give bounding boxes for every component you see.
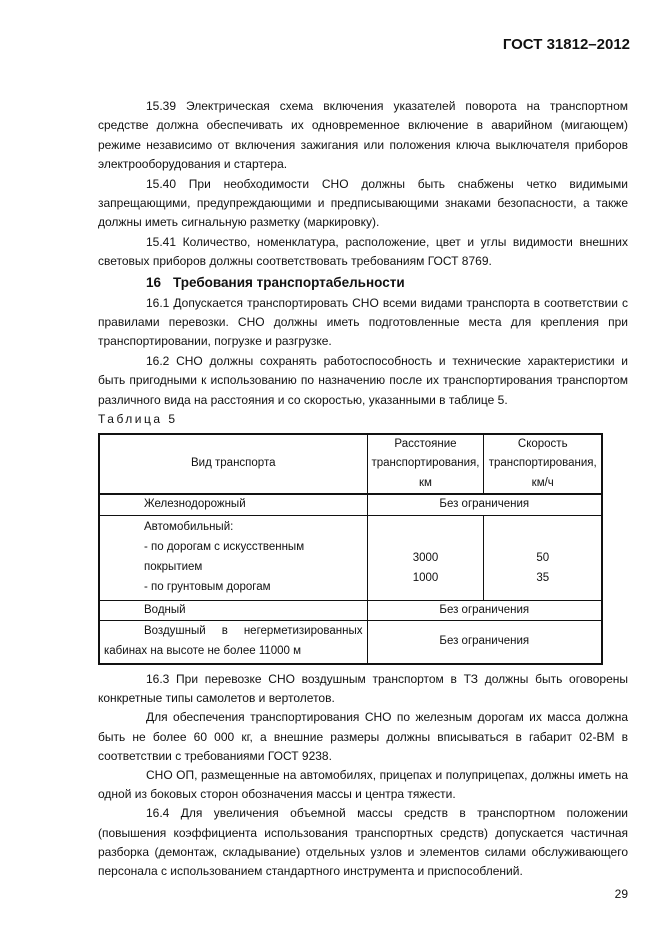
paragraph-16-1: 16.1 Допускается транспортировать СНО всеми видами транспорта в соответствии с правилами перевозки. СНО должны иметь подготовленные места для крепления при транспортировании, погрузке и разгрузке. bbox=[98, 295, 628, 349]
paragraph-16-2: 16.2 СНО должны сохранять работоспособность и технические характеристики и быть пригодными к использованию по назначению после их транспортирования транспортом различного вида на расстояния и со скоростью, указанными в таблице 5. bbox=[98, 353, 628, 407]
text-block-top bbox=[98, 97, 628, 430]
document-code: ГОСТ 31812–2012 bbox=[502, 36, 630, 53]
row-rail-value: Без ограничения bbox=[367, 494, 602, 515]
auto-label: Автомобильный: bbox=[144, 520, 234, 533]
table-row bbox=[99, 621, 602, 665]
dirt-speed: 35 bbox=[536, 571, 550, 584]
row-auto-type bbox=[99, 515, 367, 600]
paragraph-15-41: 15.41 Количество, номенклатура, расположение, цвет и углы видимости внешних световых приборов должны соответствовать требованиям ГОСТ 8769. bbox=[98, 234, 628, 269]
auto-sub-dirt: - по грунтовым дорогам bbox=[144, 580, 271, 593]
auto-sub-paved: - по дорогам с искусственным покрытием bbox=[144, 540, 305, 573]
row-air-value: Без ограничения bbox=[367, 621, 602, 665]
row-water-value: Без ограничения bbox=[367, 600, 602, 621]
page-content bbox=[98, 97, 628, 921]
section-heading bbox=[98, 273, 628, 293]
header-transport-type: Вид транспорта bbox=[99, 434, 367, 495]
paved-distance: 3000 bbox=[412, 551, 439, 564]
header-speed: Скорость транспортирования, км/ч bbox=[484, 434, 602, 495]
table-header-row bbox=[99, 434, 602, 495]
paragraph-15-40: 15.40 При необходимости СНО должны быть снабжены четко видимыми запрещающими, предупреждающими и предписывающими знаками безопасности, а также должны иметь сигнальную разметку (маркировку). bbox=[98, 176, 628, 230]
table-row bbox=[99, 515, 602, 600]
paved-speed: 50 bbox=[536, 551, 550, 564]
paragraph-rail-limits: Для обеспечения транспортирования СНО по железным дорогам их масса должна быть не более 60 000 кг, а внешние размеры должны вписываться в габарит 02-ВМ в соответствии с требованиями ГОСТ 9238. bbox=[98, 710, 628, 763]
header-distance: Расстояние транспортирования, км bbox=[367, 434, 484, 495]
dirt-distance: 1000 bbox=[412, 571, 439, 584]
text-block-bottom bbox=[98, 670, 628, 881]
table-caption: Таблица 5 bbox=[98, 412, 178, 427]
paragraph-16-3: 16.3 При перевозке СНО воздушным транспортом в ТЗ должны быть оговорены конкретные типы самолетов и вертолетов. bbox=[98, 672, 628, 706]
transport-table bbox=[98, 433, 603, 666]
page-number: 29 bbox=[614, 887, 628, 902]
row-rail-type: Железнодорожный bbox=[99, 494, 367, 515]
table-row bbox=[99, 600, 602, 621]
row-water-type: Водный bbox=[99, 600, 367, 621]
section-number: 16 bbox=[146, 274, 162, 290]
section-title: Требования транспортабельности bbox=[173, 274, 405, 290]
row-auto-distance bbox=[367, 515, 484, 600]
paragraph-marking: СНО ОП, размещенные на автомобилях, прицепах и полуприцепах, должны иметь на одной из боковых сторон обозначения массы и центра тяжести. bbox=[98, 768, 628, 802]
row-air-type: Воздушный в негерметизированных кабинах на высоте не более 11000 м bbox=[99, 621, 367, 665]
table-row bbox=[99, 494, 602, 515]
paragraph-15-39: 15.39 Электрическая схема включения указателей поворота на транспортном средстве должна обеспечивать их одновременное включение в аварийном (мигающем) режиме независимо от включения зажигания или положения ключа выключателя приборов электрооборудования и стартера. bbox=[98, 99, 628, 172]
paragraph-16-4: 16.4 Для увеличения объемной массы средств в транспортном положении (повышения коэффициента использования транспортных средств) допускается частичная разборка (демонтаж, складывание) отдельных узлов и элементов силами обслуживающего персонала с использованием стандартного инструмента и приспособлений. bbox=[98, 806, 628, 879]
row-auto-speed bbox=[484, 515, 602, 600]
